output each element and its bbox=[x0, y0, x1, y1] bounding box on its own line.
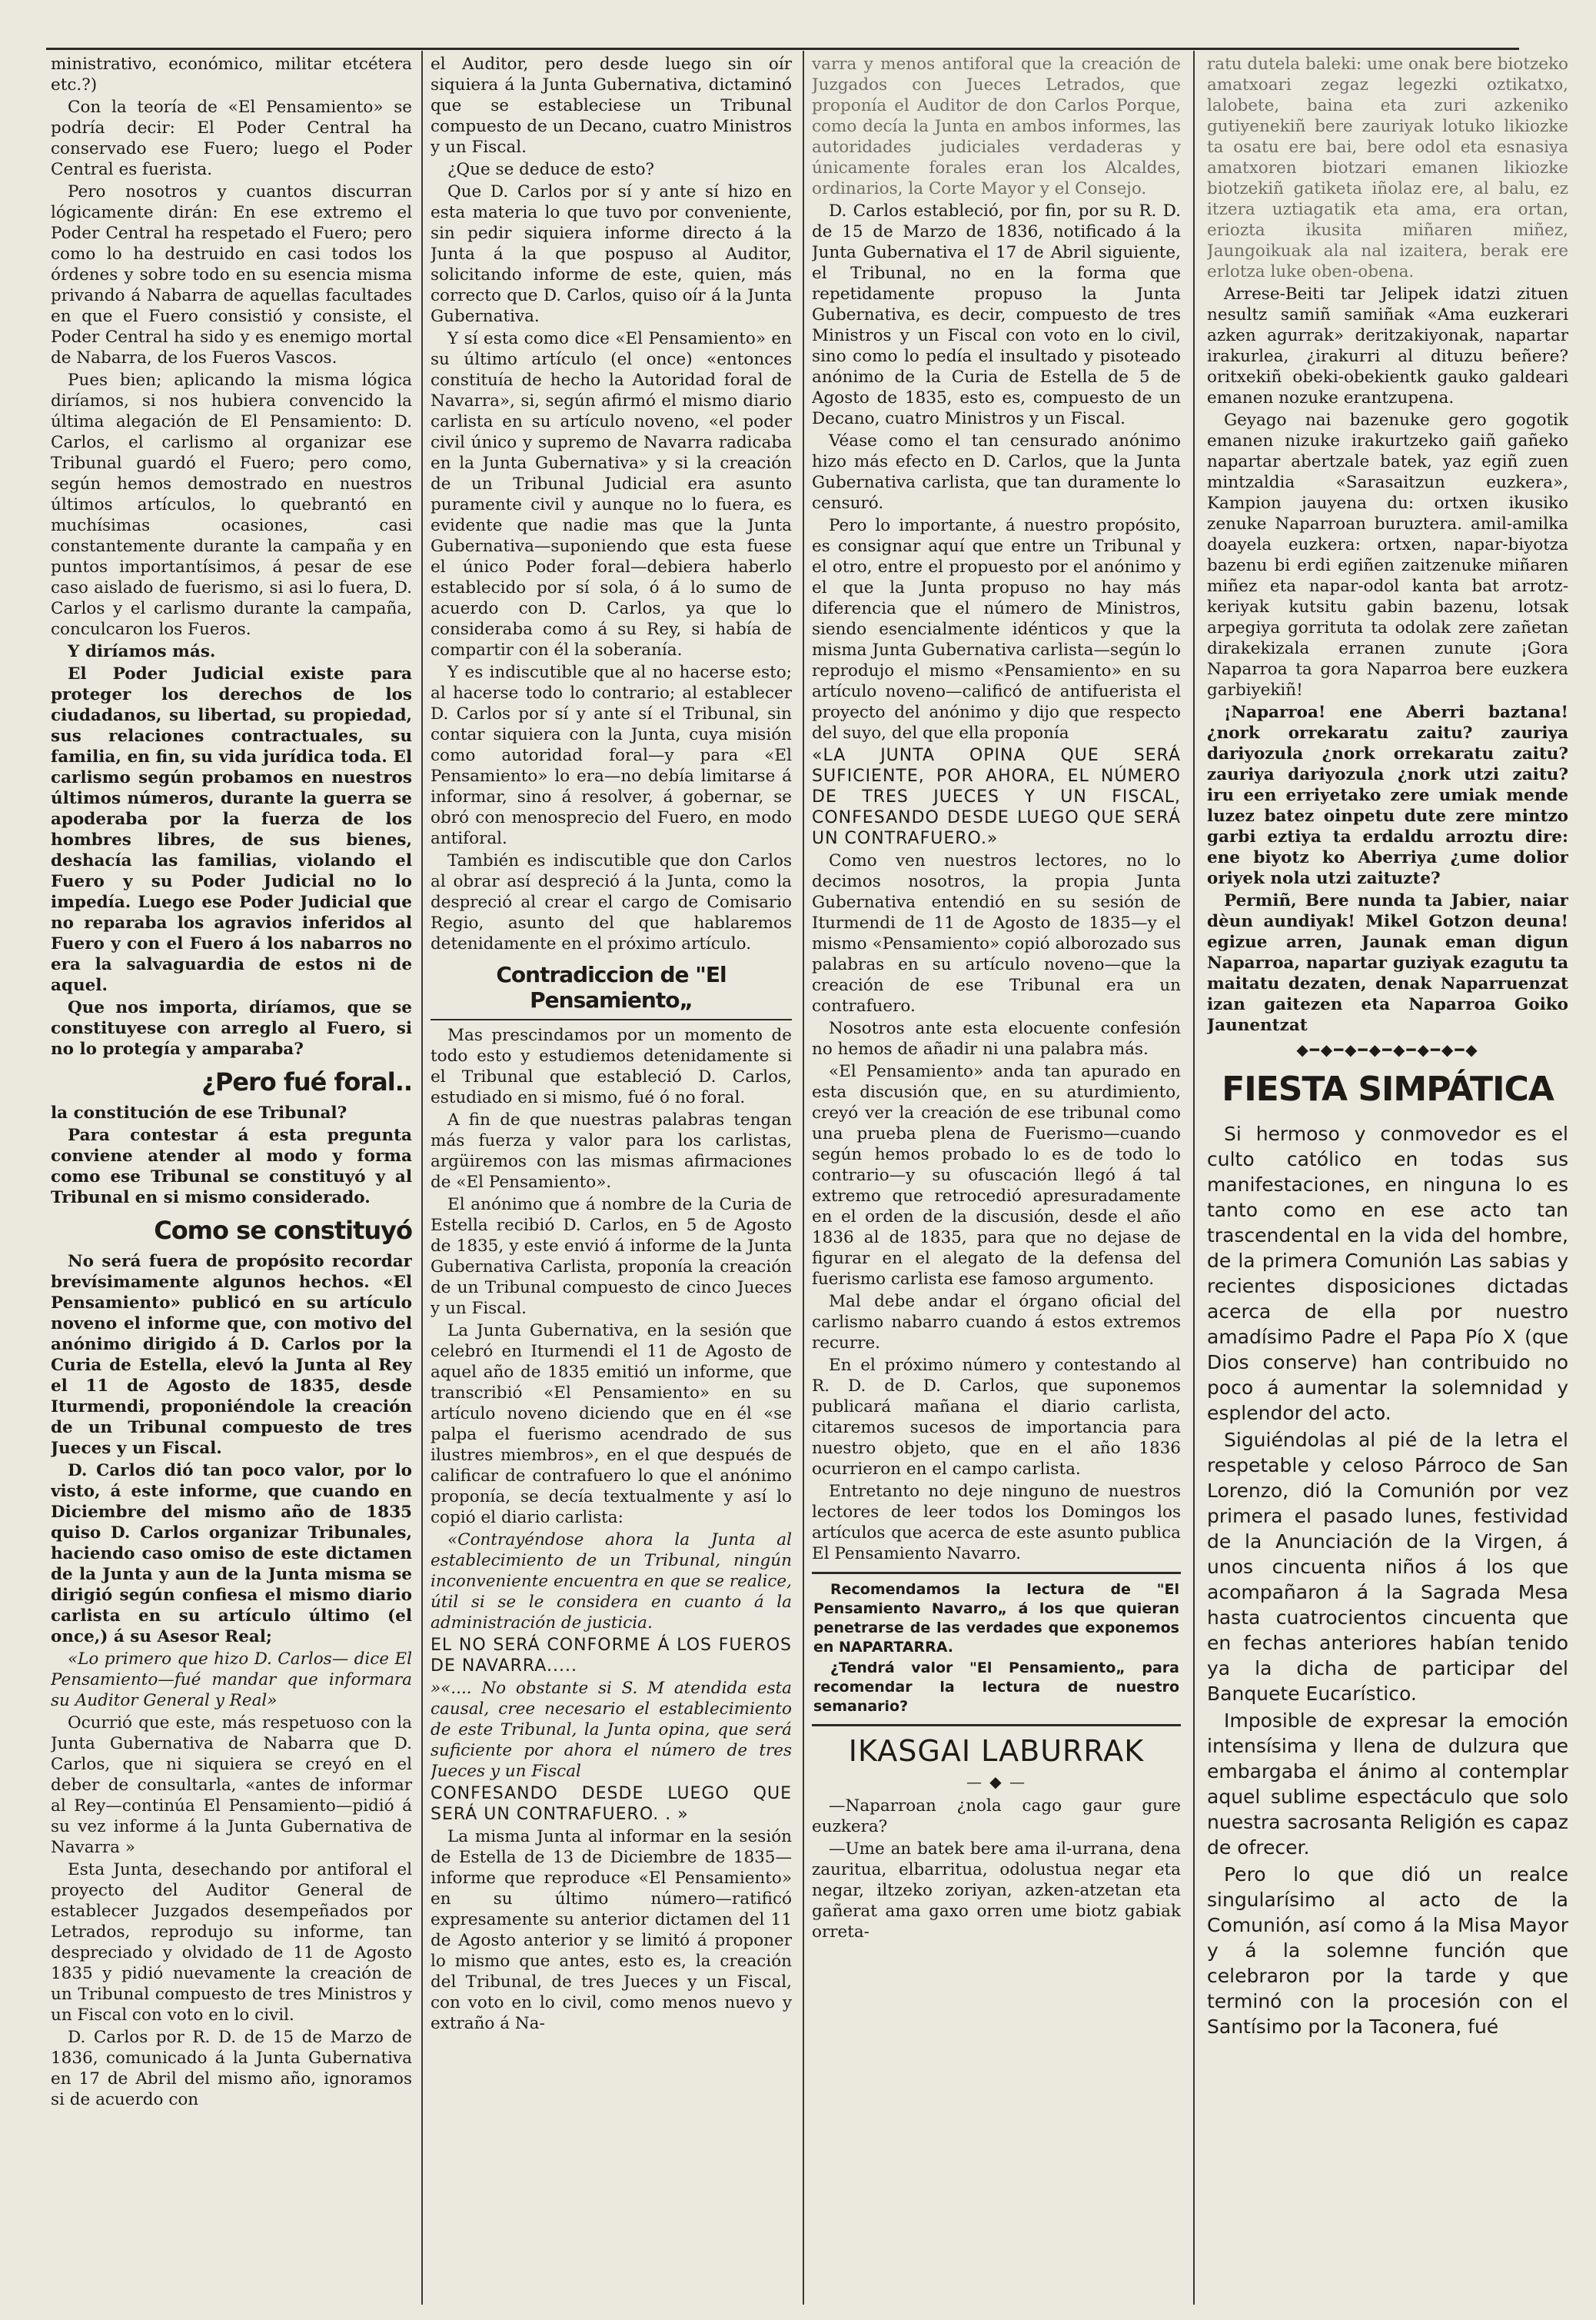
paragraph: varra y menos antiforal que la creación de Juzgados con Jueces Letrados, que proponía el Auditor de don Carlos Porque, como decía la Junta en ambos informes, las autoridades judiciales verdaderas y únicamente forales eran los Alcaldes, ordinarios, la Corte Mayor y el Consejo. bbox=[812, 55, 1181, 198]
paragraph: Entretanto no deje ninguno de nuestros lectores de leer todos los Domingos los artículos que acerca de este asunto publica El Pensamiento Navarro. bbox=[812, 1482, 1181, 1563]
recommendation-box bbox=[812, 1572, 1181, 1726]
section-heading: Contradiccion de "El Pensamiento„ bbox=[496, 962, 727, 1013]
column-1 bbox=[51, 54, 412, 2305]
paragraph: Pero lo que dió un realce singularísimo al acto de la Comunión, así como á la Misa Mayor y á la solemne función que celebraron por la tarde y que terminó con la procesión con el Santísimo por la Taconera, fué bbox=[1207, 1863, 1568, 2038]
paragraph: Ocurrió que este, más respetuoso con la Junta Gubernativa de Nabarra que D. Carlos, que ni siquiera se creyó en el deber de consultarla, «antes de informar al Rey—continúa El Pensamiento—pidió á su vez informe á la Junta Gubernativa de Navarra » bbox=[51, 1713, 412, 1857]
paragraph: Mal debe andar el órgano oficial del carlismo nabarro cuando á estos extremos recurre. bbox=[812, 1292, 1181, 1353]
paragraph: Siguiéndolas al pié de la letra el respetable y celoso Párroco de San Lorenzo, dió la Comunión por vez primera el pasado lunes, festividad de la Anunciación de la Virgen, á unos cincuenta niños á los que acompañaron á la Sagrada Mesa hasta cuatrocientos cincuenta que en fechas anteriores habían tenido ya la dicha de participar del Banquete Eucarístico. bbox=[1207, 1429, 1568, 1705]
divider bbox=[431, 1019, 792, 1020]
paragraph: Arrese-Beiti tar Jelipek idatzi zituen nesultz samiñ samiñak «Ama euzkerari azken agurrak» deritzakiyonak, napartar irakurlea, ¿irakurri al dituzu beñere? oritxekiñ obeki-obekientk gauko galdeari emanen nozuke erantzupena. bbox=[1207, 285, 1568, 408]
paragraph: Pero lo importante, á nuestro propósito, es consignar aquí que entre un Tribunal y el otro, entre el propuesto por el anónimo y el que la Junta propuso no hay más diferencia que el número de Ministros, siendo esencialmente idénticos y que la misma Junta Gubernativa carlista—según lo reprodujo el mismo «Pensamiento» en su artículo noveno—calificó de antifuerista el proyecto del anónimo y dijo que respecto del suyo, del que ella proponía bbox=[812, 516, 1181, 743]
ornament: — ◆ — bbox=[966, 1772, 1027, 1791]
column-divider bbox=[421, 51, 423, 2305]
paragraph: «Lo primero que hizo D. Carlos— dice El Pensamiento—fué mandar que informara su Auditor General y Real» bbox=[51, 1649, 412, 1710]
paragraph: Esta Junta, desechando por antiforal el proyecto del Auditor General de establecer Juzgados desempeñados por Letrados, reprodujo su informe, tan despreciado y olvidado de 11 de Agosto 1835 y pidió nuevamente la creación de un Tribunal compuesto de tres Ministros y un Fiscal con voto en lo civil. bbox=[51, 1860, 412, 2025]
box-text: Recomendamos la lectura de "El Pensamiento Navarro„ á los que quieran penetrarse de las verdades que exponemos en NAPARTARRA. bbox=[813, 1581, 1179, 1656]
paragraph: Pues bien; aplicando la misma lógica diríamos, si nos hubiera convencido la última alegación de El Pensamiento: D. Carlos, el carlismo al organizar ese Tribunal guardó el Fuero; pero como, según hemos demostrado en nuestros últimos artículos, lo quebrantó en muchísimas ocasiones, casi constantemente durante la campaña y en puntos importantísimos, á pesar de ese caso aislado de fuerismo, si asi lo fuera, D. Carlos y el carlismo durante la campaña, conculcaron los Fueros. bbox=[51, 371, 412, 639]
paragraph: Que D. Carlos por sí y ante sí hizo en esta materia lo que tuvo por conveniente, sin pedir siquiera informe directo á la Junta á la que pospuso al Auditor, solicitando informe de este, quien, más correcto que D. Carlos, quiso oír á la Junta Gubernativa. bbox=[431, 182, 792, 326]
paragraph: —Naparroan ¿nola cago gaur gure euzkera? bbox=[812, 1796, 1181, 1836]
paragraph: —Ume an batek bere ama il-urrana, dena zauritua, elbarritua, odolustua negar eta negar, iltzeko zoriyan, azken-atzetan eta gañerat ama gaxo orren ume biotz gabiak orreta- bbox=[812, 1839, 1181, 1942]
paragraph: D. Carlos dió tan poco valor, por lo visto, á este informe, que cuando en Diciembre del mismo año de 1835 quiso D. Carlos organizar Tribunales, haciendo caso omiso de este dictamen de la Junta y aun de la Junta misma se dirigió según confiesa el mismo diario carlista en su artículo último (el once,) á su Asesor Real; bbox=[51, 1461, 412, 1646]
paragraph: Nosotros ante esta elocuente confesión no hemos de añadir ni una palabra más. bbox=[812, 1019, 1181, 1059]
paragraph: Pero nosotros y cuantos discurran lógicamente dirán: En ese extremo el Poder Central ha respetado el Fuero; pero como lo ha destruido en casi todos los órdenes y sobre todo en su esencia misma privando á Nabarra de aquellas facultades en que el Fuero consistió y consiste, el Poder Central ha sido y es enemigo mortal de Nabarra, de los Fueros Vascos. bbox=[51, 182, 412, 368]
column-4 bbox=[1207, 54, 1568, 2305]
paragraph: ratu dutela baleki: ume onak bere biotzeko amatxoari zegaz legezki oztikatxo, lalobete, baina eta zuri azkeniko gutiyenekiñ bere zauriyak lotuko likiozke ta osatu ere bai, bere odol eta esnasiya amatxoren biotzari emanen likiozke biotzekiñ gatiketa iñolaz ere, al balu, ez itzera uztiagatik eta ama, era ortan, eriozta ikusita miñaren miñez, Jaungoikuak ala nal izaitera, berak ere erlotza luke oben-obena. bbox=[1207, 55, 1568, 281]
section-heading: IKASGAI LABURRAK bbox=[848, 1734, 1145, 1768]
column-divider bbox=[803, 51, 804, 2305]
box-text: ¿Tendrá valor "El Pensamiento„ para recomendar la lectura de nuestro semanario? bbox=[813, 1659, 1179, 1715]
section-heading: Como se constituyó bbox=[154, 1216, 412, 1245]
paragraph: «Contrayéndose ahora la Junta al establecimiento de un Tribunal, ningún inconveniente encuentra en que se realice, útil si se le considera en cuanto á la administración de justicia. bbox=[431, 1530, 792, 1633]
paragraph: Mas prescindamos por un momento de todo esto y estudiemos detenidamente si el Tribunal que estableció D. Carlos, estudiado en si mismo, fué ó no foral. bbox=[431, 1026, 792, 1107]
paragraph: Véase como el tan censurado anónimo hizo más efecto en D. Carlos, que la Junta Gubernativa carlista, que tan duramente lo censuró. bbox=[812, 431, 1181, 513]
paragraph: »«.... No obstante si S. M atendida esta causal, cree necesario el establecimiento de este Tribunal, la Junta opina, que será suficiente por ahora el número de tres Jueces y un Fiscal bbox=[431, 1679, 792, 1781]
paragraph: Para contestar á esta pregunta conviene atender al modo y forma como ese Tribunal se constituyó y al Tribunal en si mismo considerado. bbox=[51, 1126, 412, 1207]
ornament: ◆━◆━◆━◆━◆━◆━◆━◆ bbox=[1296, 1040, 1479, 1059]
paragraph: A fin de que nuestras palabras tengan más fuerza y valor para los carlistas, argüiremos con las mismas afirmaciones de «El Pensamiento». bbox=[431, 1110, 792, 1192]
paragraph: Si hermoso y conmovedor es el culto católico en todas sus manifestaciones, en ninguna lo es tanto como en ese acto tan trascendental en la vida del hombre, de la primera Comunión Las sabias y recientes disposiciones dictadas acerca de ella por nuestro amadísimo Padre el Papa Pío X (que Dios conserve) han contribuido no poco á aumentar la solemnidad y esplendor del acto. bbox=[1207, 1123, 1568, 1424]
paragraph: Y sí esta como dice «El Pensamiento» en su último artículo (el once) «entonces constituía de hecho la Autoridad foral de Navarra», si, según afirmó el mismo diario carlista en su artículo noveno, «el poder civil único y supremo de Navarra radicaba en la Junta Gubernativa» y si la creación de un Tribunal Judicial era asunto puramente civil y aunque no lo fuera, es evidente que nadie mas que la Junta Gubernativa—suponiendo que esta fuese el único Poder foral—debiera haberlo establecido por sí sola, ó á lo sumo de acuerdo con D. Carlos, ya que lo consideraba como á su Rey, si había de compartir con él la soberanía. bbox=[431, 329, 792, 660]
column-divider bbox=[1193, 51, 1195, 2305]
paragraph: Con la teoría de «El Pensamiento» se podría decir: El Poder Central ha conservado ese Fuero; luego el Poder Central es fuerista. bbox=[51, 98, 412, 179]
paragraph: La misma Junta al informar en la sesión de Estella de 13 de Diciembre de 1835—informe que reproduce «El Pensamiento» en su último número—ratificó expresamente su anterior dictamen del 11 de Agosto anterior y se limitó á proponer lo mismo que antes, esto es, la creación del Tribunal, de tres Jueces y un Fiscal, con voto en lo civil, como menos nuevo y extraño á Na- bbox=[431, 1827, 792, 2033]
paragraph: D. Carlos por R. D. de 15 de Marzo de 1836, comunicado á la Junta Gubernativa en 17 de Abril del mismo año, ignoramos si de acuerdo con bbox=[51, 2028, 412, 2109]
paragraph: Y diríamos más. bbox=[68, 642, 216, 661]
paragraph: la constitución de ese Tribunal? bbox=[51, 1103, 347, 1123]
fiesta-article bbox=[1207, 1121, 1568, 2039]
paragraph: El anónimo que á nombre de la Curia de Estella recibió D. Carlos, en 5 de Agosto de 1835, y este envió á informe de la Junta Gubernativa Carlista, proponía la creación de un Tribunal compuesto de cinco Jueces y un Fiscal. bbox=[431, 1195, 792, 1318]
paragraph: D. Carlos estableció, por fin, por su R. D. de 15 de Marzo de 1836, notificado á la Junta Gubernativa el 17 de Abril siguiente, el Tribunal, no en la forma que repetidamente propuso la Junta Gubernativa, es decir, compuesto de tres Ministros y un Fiscal con voto en lo civil, sino como lo pedía el insultado y pisoteado anónimo de la Curia de Estella de 5 de Agosto de 1835, esto es, compuesto de un Decano, cuatro Ministros y un Fiscal. bbox=[812, 201, 1181, 428]
paragraph-caps: CONFESANDO DESDE LUEGO QUE SERÁ UN CONTRAFUERO. . » bbox=[431, 1784, 792, 1824]
paragraph: ministrativo, económico, militar etcétera etc.?) bbox=[51, 55, 412, 95]
paragraph: Que nos importa, diríamos, que se constituyese con arreglo al Fuero, si no lo protegía y amparaba? bbox=[51, 998, 412, 1059]
paragraph: No será fuera de propósito recordar brevísimamente algunos hechos. «El Pensamiento» publicó en su artículo noveno el informe que, con motivo del anónimo dirigido á D. Carlos por la Curia de Estella, elevó la Junta al Rey el 11 de Agosto de 1835, desde Iturmendi, proponiéndole la creación de un Tribunal compuesto de tres Jueces y un Fiscal. bbox=[51, 1252, 412, 1458]
paragraph: En el próximo número y contestando al R. D. de D. Carlos, que suponemos publicará mañana el diario carlista, citaremos sucesos de importancia para nuestro objeto, que en el año 1836 ocurrieron en el campo carlista. bbox=[812, 1356, 1181, 1479]
paragraph: Imposible de expresar la emoción intensísima y llena de dulzura que embargaba el ánimo al contemplar aquel sublime espectáculo que solo nuestra sacrosanta Religión es capaz de ofrecer. bbox=[1207, 1709, 1568, 1859]
paragraph: También es indiscutible que don Carlos al obrar así despreció á la Junta, como la despreció al crear el cargo de Comisario Regio, asunto del que hablaremos detenidamente en el próximo artículo. bbox=[431, 851, 792, 954]
section-heading: FIESTA SIMPÁTICA bbox=[1222, 1070, 1554, 1109]
paragraph: el Auditor, pero desde luego sin oír siquiera á la Junta Gubernativa, dictaminó que se estableciese un Tribunal compuesto de un Decano, cuatro Ministros y un Fiscal. bbox=[431, 55, 792, 157]
paragraph: El Poder Judicial existe para proteger los derechos de los ciudadanos, su libertad, su propiedad, sus relaciones contractuales, su familia, en fin, su vida jurídica toda. El carlismo según probamos en nuestros últimos números, durante la guerra se apoderaba por la fuerza de los hombres libres, de sus bienes, deshacía las familias, violando el Fuero y su Poder Judicial no lo impedía. Luego ese Poder Judicial que no reparaba los agravios inferidos al Fuero y con el Fuero á los nabarros no era la salvaguardia de estos ni de aquel. bbox=[51, 664, 412, 995]
paragraph-caps: «LA JUNTA OPINA QUE SERÁ SUFICIENTE, POR AHORA, EL NÚMERO DE TRES JUECES Y UN FISCAL, CONFESANDO DESDE LUEGO QUE SERÁ UN CONTRAFUERO.» bbox=[812, 746, 1181, 848]
paragraph: Geyago nai bazenuke gero gogotik emanen nizuke irakurtzeko gaiñ gañeko napartar abertzale batek, yaz egiñ zuen mintzaldia «Sarasaitzun euzkera», Kampion jauyena du: ortxen ikusiko zenuke Naparroan buruztera. amil-amilka doayela euzkera: ortxen, napar-biyotza bazenu bi erdi egiñen zaitzenuke miñaren miñez eta napar-odol kanta bat arrotz-keriyak kutsitu gabin bazenu, lotsak arpegiya gorrituta ta odolak zere zañetan dirakekizala erranen zunute ¡Gora Naparroa ta gora Naparroa bere euzkera garbiyekiñ! bbox=[1207, 411, 1568, 700]
paragraph: «El Pensamiento» anda tan apurado en esta discusión que, en su aturdimiento, creyó ver la creación de ese tribunal como una prueba plena de Fuerismo—cuando según hemos probado lo es de todo lo contrario—y su ofuscación llegó á tal extremo que retrocedió apresuradamente en el orden de la discusión, desde el año 1836 al de 1835, para que no dejase de figurar en el alegato de la defensa del fuerismo carlista ese famoso argumento. bbox=[812, 1062, 1181, 1289]
section-heading: ¿Pero fué foral.. bbox=[201, 1067, 412, 1097]
top-rule bbox=[46, 48, 1519, 50]
column-2 bbox=[431, 54, 792, 2305]
paragraph: Como ven nuestros lectores, no lo decimos nosotros, la propia Junta Gubernativa entendió en su sesión de Iturmendi de 11 de Agosto de 1835—y el mismo «Pensamiento» copió alborozado sus palabras en su artículo noveno—que la creación de ese Tribunal era un contrafuero. bbox=[812, 851, 1181, 1016]
paragraph: ¡Naparroa! ene Aberri baztana! ¿nork orrekaratu zaitu? zauriya dariyozula ¿nork orrekaratu zaitu? zauriya dariyozula ¿nork utzi zaitu? iru een erriyetako zere umiak mende luzez batez oinpetu dute zere mintzo garbi eztiya ta erdaldu arroztu dire: ene biyotz ko Aberriya ¿ume dolior oriyek nola utzi zaituzte? bbox=[1207, 703, 1568, 888]
paragraph: ¿Que se deduce de esto? bbox=[447, 160, 655, 179]
column-3 bbox=[812, 54, 1181, 2305]
paragraph: La Junta Gubernativa, en la sesión que celebró en Iturmendi el 11 de Agosto de aquel año de 1835 emitió un informe, que transcribió «El Pensamiento» en su artículo noveno diciendo que en él «se palpa el fuerismo acendrado de sus ilustres miembros», en el que después de calificar de contrafuero lo que el anónimo proponía, se decía textualmente y así lo copió el diario carlista: bbox=[431, 1321, 792, 1527]
paragraph: Y es indiscutible que al no hacerse esto; al hacerse todo lo contrario; al establecer D. Carlos por sí y ante sí el Tribunal, sin contar siquiera con la Junta, cuya misión como autoridad foral—y para «El Pensamiento» lo era—no debía limitarse á informar, sino á resolver, á gobernar, se obró con menosprecio del Fuero, en modo antiforal. bbox=[431, 663, 792, 848]
paragraph-caps: EL NO SERÁ CONFORME Á LOS FUEROS DE NAVARRA..... bbox=[431, 1636, 792, 1676]
paragraph: Permiñ, Bere nunda ta Jabier, naiar dèun aundiyak! Mikel Gotzon deuna! egizue arren, Jaunak eman digun Naparroa, napartar guziyak ezagutu ta maitatu dezaten, denak Naparruenzat izan gaitezen eta Naparroa Goiko Jaunentzat bbox=[1207, 891, 1568, 1035]
